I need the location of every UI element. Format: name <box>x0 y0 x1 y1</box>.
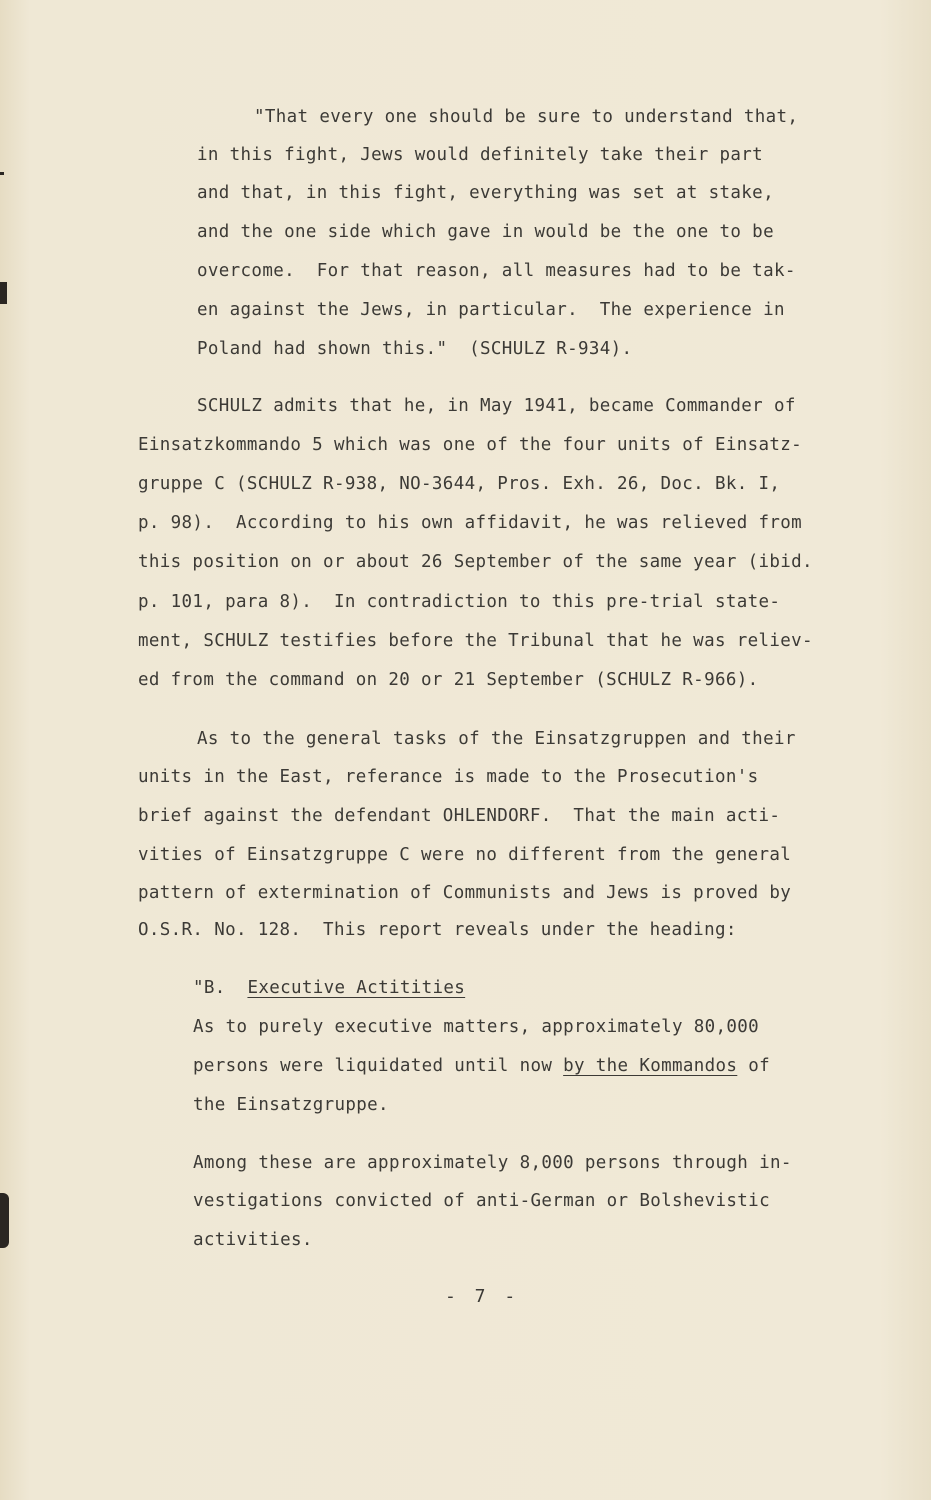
text-line: overcome. For that reason, all measures had to be tak- <box>197 261 796 281</box>
text-line: As to the general tasks of the Einsatzgruppen and their <box>197 729 796 749</box>
text-line: en against the Jews, in particular. The experience in <box>197 300 785 320</box>
text-line: and that, in this fight, everything was set at stake, <box>197 183 774 203</box>
text-line: ed from the command on 20 or 21 September (SCHULZ R-966). <box>138 670 759 690</box>
text-line: activities. <box>193 1230 313 1250</box>
text-line: brief against the defendant OHLENDORF. That the main acti- <box>138 806 781 826</box>
text-line: ment, SCHULZ testifies before the Tribunal that he was reliev- <box>138 631 813 651</box>
text-line: vities of Einsatzgruppe C were no different from the general <box>138 845 792 865</box>
text-line <box>193 1055 770 1077</box>
text-line: gruppe C (SCHULZ R-938, NO-3644, Pros. Exh. 26, Doc. Bk. I, <box>138 474 781 494</box>
text-line: this position on or about 26 September of the same year (ibid. <box>138 552 813 572</box>
text-line: pattern of extermination of Communists and Jews is proved by <box>138 883 792 903</box>
text-line: in this fight, Jews would definitely take their part <box>197 145 764 165</box>
text-line: O.S.R. No. 128. This report reveals under the heading: <box>138 920 737 940</box>
text-line: p. 101, para 8). In contradiction to this pre-trial state- <box>138 592 781 612</box>
text-line: Einsatzkommando 5 which was one of the four units of Einsatz- <box>138 435 803 455</box>
text-line: "That every one should be sure to understand that, <box>254 107 799 127</box>
text-line: Poland had shown this." (SCHULZ R-934). <box>197 339 633 359</box>
page-number: - 7 - <box>445 1286 520 1307</box>
text-segment: of <box>737 1056 770 1076</box>
text-line: vestigations convicted of anti-German or Bolshevistic <box>193 1191 770 1211</box>
left-edge-mark <box>0 282 7 304</box>
text-line: As to purely executive matters, approximately 80,000 <box>193 1017 760 1037</box>
text-segment: persons were liquidated until now <box>193 1056 564 1076</box>
section-heading <box>193 977 465 999</box>
text-line: units in the East, referance is made to the Prosecution's <box>138 767 759 787</box>
text-line: and the one side which gave in would be the one to be <box>197 222 774 242</box>
left-edge-mark <box>0 1193 9 1248</box>
heading-prefix: "B. <box>193 978 248 998</box>
text-line: SCHULZ admits that he, in May 1941, became Commander of <box>197 396 796 416</box>
text-line: p. 98). According to his own affidavit, he was relieved from <box>138 513 803 533</box>
text-line: the Einsatzgruppe. <box>193 1095 389 1115</box>
heading-title: Executive Actitities <box>247 978 466 998</box>
text-line: Among these are approximately 8,000 persons through in- <box>193 1153 792 1173</box>
left-edge-mark <box>0 172 4 175</box>
underlined-text: by the Kommandos <box>563 1056 738 1076</box>
